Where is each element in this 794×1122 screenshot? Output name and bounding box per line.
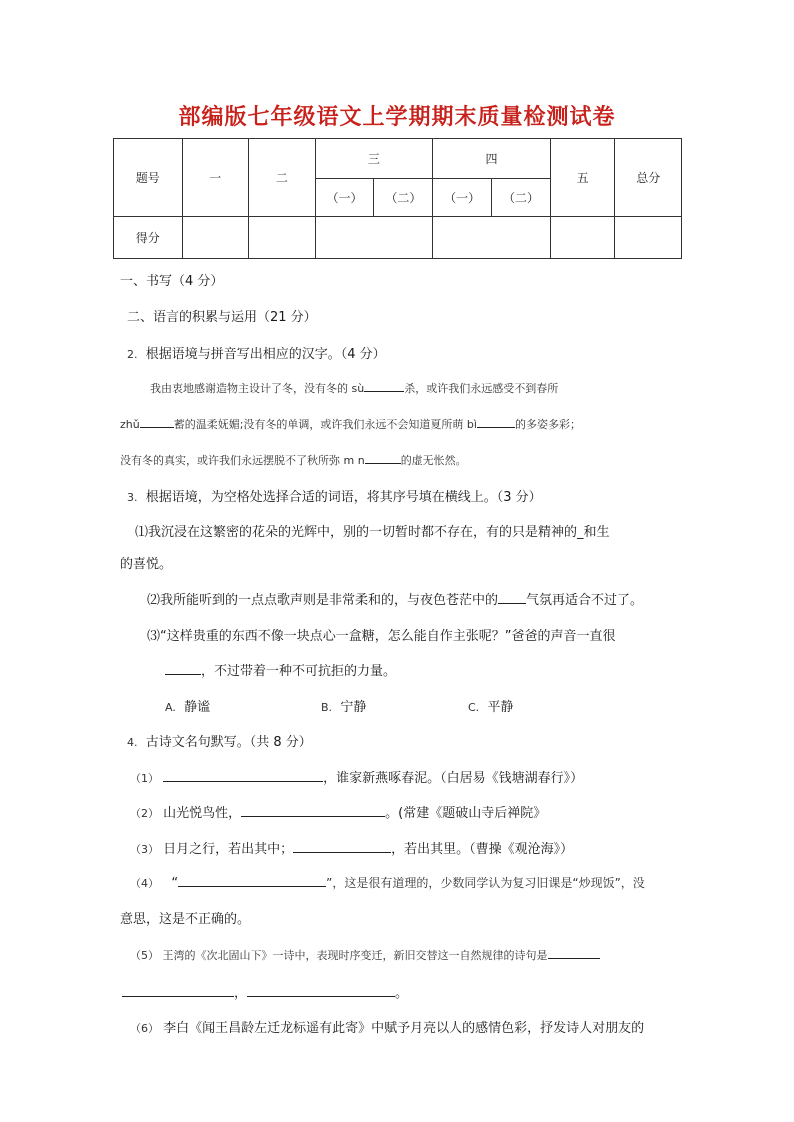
line-number: （6）: [130, 1022, 159, 1035]
line-number: （3）: [130, 843, 159, 856]
fill-blank[interactable]: [548, 946, 600, 959]
section-1-heading: 一、书写（4 分）: [120, 274, 224, 289]
q4-text: ，若出其里。（曹操《观沧海》）: [391, 842, 574, 857]
q4-text: ，: [234, 986, 248, 1001]
option-letter: C.: [468, 701, 480, 714]
q4-text: 。: [395, 986, 409, 1001]
fill-blank[interactable]: [364, 379, 404, 392]
question-number: 4.: [127, 736, 138, 749]
fill-blank[interactable]: [122, 983, 234, 997]
q4-text: ，谁家新燕啄春泥。（白居易《钱塘湖春行》）: [323, 771, 584, 786]
col-4-sub-1: （一）: [433, 179, 492, 217]
q2-text: 没有冬的真实，或许我们永远摆脱不了秋所弥 m n: [120, 454, 365, 467]
score-cell[interactable]: [615, 217, 682, 259]
q3-text: ，不过带着一种不可抗拒的力量。: [201, 664, 397, 679]
q3-item-1-line-1: ⑴我沉浸在这繁密的花朵的光辉中，别的一切暂时都不存在，有的只是精神的_和生: [135, 525, 610, 540]
q2-text: 我由衷地感谢造物主设计了冬，没有冬的 sù: [150, 382, 365, 395]
col-3: 三: [315, 139, 433, 179]
fill-blank[interactable]: [241, 803, 385, 817]
col-4: 四: [433, 139, 551, 179]
q4-line-3: [130, 838, 573, 857]
question-number: 2.: [127, 348, 138, 361]
option-text: 平静: [487, 700, 514, 715]
exam-title: 部编版七年级语文上学期期末质量检测试卷: [178, 104, 616, 130]
fill-blank[interactable]: [498, 590, 526, 604]
q3-item-3-line-1: ⑶“这样贵重的东西不像一块点心一盒糖，怎么能自作主张呢？”爸爸的声音一直很: [147, 629, 616, 644]
q4-text: 山光悦鸟性，: [163, 806, 242, 821]
q4-line-6: [130, 1017, 644, 1036]
q3-text: ⑵我所能听到的一点点歌声则是非常柔和的，与夜色苍茫中的: [147, 593, 499, 608]
option-letter: B.: [321, 701, 333, 714]
q2-text: 的虚无怅然。: [400, 454, 467, 467]
option-text: 宁静: [340, 700, 367, 715]
q3-item-1-line-2: 的喜悦。: [120, 557, 173, 572]
score-row-label: 得分: [114, 217, 183, 259]
q4-line-4-cont: 意思，这是不正确的。: [120, 912, 251, 927]
question-text: 古诗文名句默写。（共 8 分）: [145, 735, 312, 750]
q2-paragraph-line-3: [120, 451, 467, 468]
fill-blank[interactable]: [165, 661, 201, 675]
score-cell[interactable]: [433, 217, 551, 259]
section-2-heading: 二、语言的积累与运用（21 分）: [127, 310, 317, 325]
q3-item-2: [147, 589, 643, 608]
header-label: 题号: [114, 139, 183, 217]
col-3-sub-2: （二）: [374, 179, 433, 217]
fill-blank[interactable]: [163, 768, 323, 782]
question-4-heading: [127, 731, 312, 750]
fill-blank[interactable]: [477, 415, 515, 428]
score-table: [113, 138, 682, 259]
option-letter: A.: [165, 701, 176, 714]
q4-line-1: [130, 767, 583, 786]
col-2: 二: [249, 139, 316, 217]
fill-blank[interactable]: [365, 451, 401, 464]
q4-line-2: [130, 802, 546, 821]
col-3-sub-1: （一）: [315, 179, 374, 217]
score-cell[interactable]: [182, 217, 249, 259]
q3-text: 气氛再适合不过了。: [526, 593, 644, 608]
question-text: 根据语境，为空格处选择合适的词语，将其序号填在横线上。（3 分）: [145, 490, 542, 505]
col-total: 总分: [615, 139, 682, 217]
question-text: 根据语境与拼音写出相应的汉字。（4 分）: [145, 347, 386, 362]
fill-blank[interactable]: [178, 873, 326, 887]
q4-text: 。(常建《题破山寺后禅院》: [385, 806, 547, 821]
fill-blank[interactable]: [293, 839, 391, 853]
q2-paragraph-line-2: [120, 415, 581, 432]
col-5: 五: [550, 139, 615, 217]
q4-text: ”，这是很有道理的，少数同学认为复习旧课是“炒现饭”，没: [326, 876, 645, 890]
fill-blank[interactable]: [140, 415, 174, 428]
q3-option-b: [321, 696, 366, 715]
q4-text: 日月之行，若出其中；: [163, 842, 294, 857]
q3-item-3-line-2: [165, 660, 396, 679]
fill-blank[interactable]: [247, 983, 395, 997]
line-number: （4）: [130, 877, 159, 890]
q3-option-a: [165, 696, 210, 715]
q2-text: 杀，或许我们永远感受不到春所: [404, 382, 559, 395]
option-text: 静谧: [184, 700, 211, 715]
q2-text: zhǔ: [120, 418, 140, 431]
q2-text: 的多姿多彩；: [514, 418, 581, 431]
question-number: 3.: [127, 491, 138, 504]
line-number: （5）: [130, 949, 159, 962]
q4-line-5-cont: [122, 982, 408, 1001]
score-cell[interactable]: [315, 217, 433, 259]
q4-text: 李白《闻王昌龄左迁龙标遥有此寄》中赋予月亮以人的感情色彩，抒发诗人对朋友的: [163, 1021, 645, 1036]
line-number: （2）: [130, 807, 159, 820]
q4-line-4: [130, 873, 645, 891]
col-4-sub-2: （二）: [492, 179, 551, 217]
score-cell[interactable]: [249, 217, 316, 259]
question-3-heading: [127, 486, 542, 505]
q2-paragraph-line-1: [150, 379, 558, 396]
line-number: （1）: [130, 772, 159, 785]
q2-text: 蓄的温柔妩媚;没有冬的单调，或许我们永远不会知道夏所萌 bì: [173, 418, 477, 431]
col-1: 一: [182, 139, 249, 217]
score-cell[interactable]: [550, 217, 615, 259]
q4-text: “: [171, 876, 179, 891]
q4-text: 王湾的《次北固山下》一诗中，表现时序变迁，新旧交替这一自然规律的诗句是: [162, 949, 548, 962]
question-2-heading: [127, 343, 386, 362]
q4-line-5: [130, 946, 600, 963]
q3-option-c: [468, 696, 513, 715]
